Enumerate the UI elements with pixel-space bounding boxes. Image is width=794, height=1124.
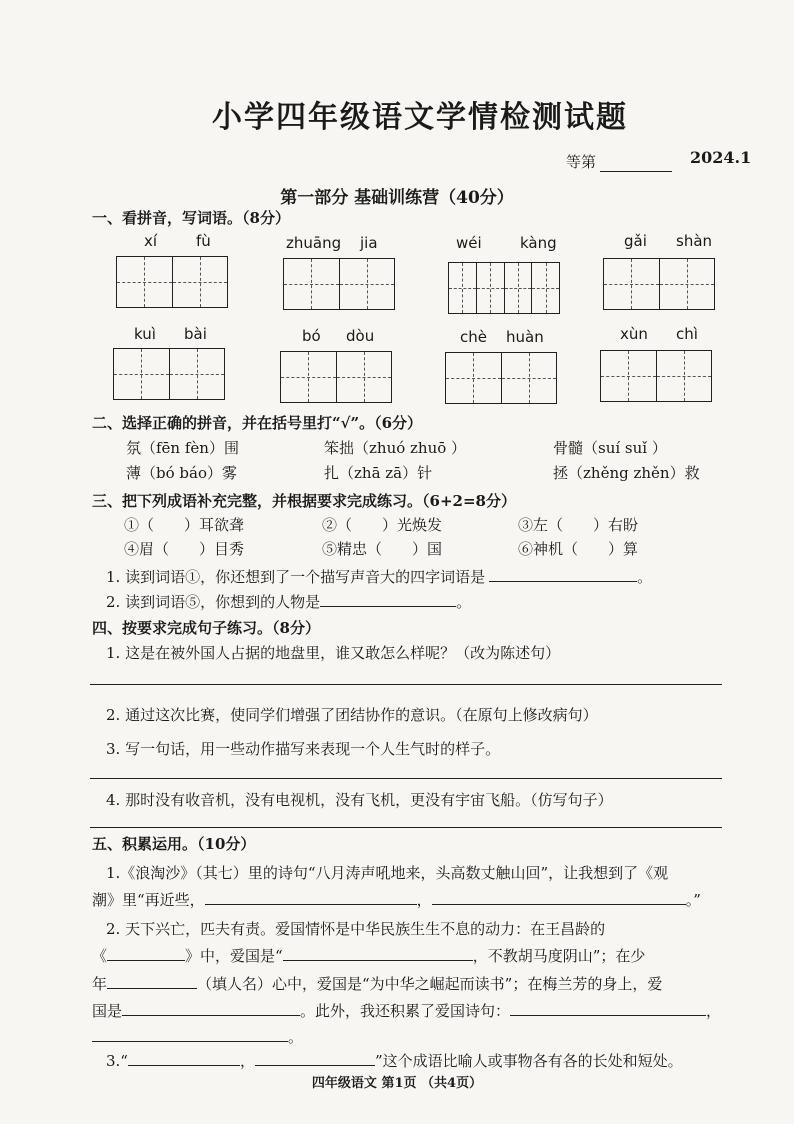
- pinyin: jia: [360, 234, 378, 252]
- question-text: ，不教胡马度阴山”；在少: [472, 947, 646, 965]
- question-4-2: 2. 通过这次比赛，使同学们增强了团结协作的意识。（在原句上修改病句）: [106, 706, 598, 724]
- pinyin: chì: [676, 325, 698, 343]
- page-footer: 四年级语文 第1页 （共4页）: [311, 1076, 483, 1091]
- answer-blank[interactable]: [122, 1001, 300, 1016]
- question-4-4: 4. 那时没有收音机，没有电视机，没有飞机，更没有宇宙飞船。（仿写句子）: [106, 791, 613, 809]
- grade-field[interactable]: [566, 151, 672, 172]
- answer-blank[interactable]: [489, 567, 637, 582]
- page-title: 小学四年级语文学情检测试题: [212, 100, 628, 135]
- question-5-2-line2: [92, 945, 645, 966]
- answer-blank[interactable]: [205, 890, 417, 905]
- pinyin: zhuāng: [286, 234, 342, 252]
- question-5-1-line2: 潮》里“再近些， ， 。”: [92, 891, 701, 909]
- writing-box[interactable]: [445, 352, 557, 404]
- exam-date: 2024.1: [690, 148, 752, 167]
- question-text: 》中，爱国是“: [185, 947, 283, 965]
- section-5-title: 五、积累运用。（10分）: [92, 835, 256, 853]
- pinyin: kuì: [134, 325, 156, 343]
- writing-box[interactable]: [113, 348, 225, 400]
- question-5-2-line5: 。: [92, 1026, 303, 1047]
- answer-blank[interactable]: [320, 592, 456, 607]
- writing-box[interactable]: [448, 262, 560, 314]
- answer-line[interactable]: [90, 684, 722, 685]
- pinyin: fù: [196, 232, 211, 250]
- answer-blank[interactable]: [107, 974, 197, 989]
- question-text: （填人名）心中，爱国是“为中华之崛起而读书”；在梅兰芳的身上，爱: [197, 975, 663, 993]
- question-text: 2. 读到词语⑤，你想到的人物是: [106, 593, 321, 611]
- pinyin: kàng: [520, 234, 557, 252]
- pinyin: chè: [460, 328, 487, 346]
- question-5-1-line1: 1.《浪淘沙》（其七）里的诗句“八月涛声吼地来，头高数丈触山回”，让我想到了《观: [106, 864, 669, 882]
- question-text: 年: [92, 975, 108, 993]
- writing-box[interactable]: [116, 256, 228, 308]
- question-text: 《: [92, 947, 108, 965]
- pinyin-choice[interactable]: 薄（bó báo）雾: [126, 464, 237, 482]
- question-4-3: 3. 写一句话，用一些动作描写来表现一个人生气时的样子。: [106, 740, 501, 758]
- writing-box[interactable]: [280, 351, 392, 403]
- grade-blank[interactable]: [600, 157, 672, 172]
- section-1-title: 一、看拼音，写词语。（8分）: [92, 209, 290, 227]
- question-4-1: 1. 这是在被外国人占据的地盘里，谁又敢怎么样呢？（改为陈述句）: [106, 644, 561, 662]
- pinyin: huàn: [506, 328, 544, 346]
- idiom-item[interactable]: ⑤精忠（ ）国: [322, 540, 443, 558]
- question-3-2: 2. 读到词语⑤，你想到的人物是 。: [106, 593, 472, 611]
- pinyin: bó: [302, 327, 321, 345]
- question-text: ”这个成语比喻人或事物各有各的长处和短处。: [375, 1052, 683, 1070]
- question-text: 潮》里“再近些，: [92, 891, 205, 909]
- answer-line[interactable]: [90, 827, 722, 828]
- pinyin: shàn: [676, 232, 713, 250]
- idiom-item[interactable]: ⑥神机（ ）算: [518, 540, 639, 558]
- question-text: 3.“: [106, 1052, 128, 1070]
- idiom-item[interactable]: ④眉（ ）目秀: [124, 540, 245, 558]
- question-5-2-line4: 国是 。此外，我还积累了爱国诗句： ，: [92, 1002, 722, 1020]
- answer-blank[interactable]: [128, 1051, 240, 1066]
- section-2-title: 二、选择正确的拼音，并在括号里打“√”。（6分）: [92, 414, 423, 432]
- pinyin: dòu: [346, 327, 375, 345]
- idiom-item[interactable]: ③左（ ）右盼: [518, 516, 639, 534]
- writing-box[interactable]: [600, 350, 712, 402]
- question-text: 1. 读到词语①，你还想到了一个描写声音大的四字词语是: [106, 568, 486, 586]
- pinyin-choice[interactable]: 骨髓（suí suǐ ）: [553, 439, 667, 457]
- grade-label: 等第: [566, 153, 597, 171]
- question-5-2-line1: 2. 天下兴亡，匹夫有责。爱国情怀是中华民族生生不息的动力：在王昌龄的: [106, 920, 606, 938]
- pinyin-choice[interactable]: 氛（fēn fèn）围: [126, 439, 239, 457]
- answer-blank[interactable]: [283, 946, 473, 961]
- pinyin: gǎi: [624, 232, 647, 250]
- answer-blank[interactable]: [92, 1027, 288, 1042]
- question-5-3: 3.“ ， ”这个成语比喻人或事物各有各的长处和短处。: [106, 1052, 683, 1070]
- answer-blank[interactable]: [107, 946, 185, 961]
- answer-line[interactable]: [90, 778, 722, 779]
- answer-blank[interactable]: [432, 890, 686, 905]
- section-3-title: 三、把下列成语补充完整，并根据要求完成练习。（6+2=8分）: [92, 492, 516, 510]
- part-one-title: 第一部分 基础训练营（40分）: [280, 188, 514, 208]
- pinyin: xí: [144, 232, 158, 250]
- answer-blank[interactable]: [255, 1051, 375, 1066]
- pinyin-choice[interactable]: 扎（zhā zā）针: [324, 464, 433, 482]
- question-5-2-line3: [92, 973, 662, 994]
- pinyin-choice[interactable]: 笨拙（zhuó zhuō ）: [324, 439, 467, 457]
- pinyin: bài: [184, 325, 207, 343]
- pinyin: xùn: [620, 325, 648, 343]
- section-4-title: 四、按要求完成句子练习。（8分）: [92, 619, 320, 637]
- question-3-1: 1. 读到词语①，你还想到了一个描写声音大的四字词语是 。: [106, 568, 653, 586]
- idiom-item[interactable]: ①（ ）耳欲聋: [124, 516, 245, 534]
- writing-box[interactable]: [283, 258, 395, 310]
- question-text: 国是: [92, 1002, 123, 1020]
- pinyin-choice[interactable]: 拯（zhěng zhěn）救: [553, 464, 700, 482]
- idiom-item[interactable]: ②（ ）光焕发: [322, 516, 443, 534]
- answer-blank[interactable]: [510, 1001, 706, 1016]
- question-text: 。此外，我还积累了爱国诗句：: [300, 1002, 511, 1020]
- pinyin: wéi: [456, 234, 482, 252]
- writing-box[interactable]: [603, 258, 715, 310]
